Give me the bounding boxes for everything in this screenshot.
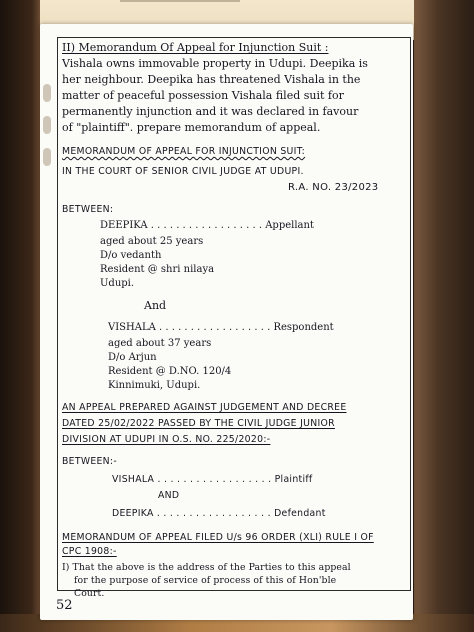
appeal-line: AN APPEAL PREPARED AGAINST JUDGEMENT AND DECREE (62, 402, 347, 413)
notebook-page (40, 24, 413, 620)
page-number: 52 (56, 598, 73, 613)
clause-line: Court. (74, 588, 105, 599)
binding-hole (43, 148, 51, 166)
ra-number: R.A. NO. 23/2023 (288, 182, 379, 193)
memo-filed-line: MEMORANDUM OF APPEAL FILED U/s 96 ORDER (XLI) RULE I OF (62, 532, 374, 543)
appellant-line: DEEPIKA . . . . . . . . . . . . . . . . . . Appellant (100, 220, 314, 231)
memo-title: MEMORANDUM OF APPEAL FOR INJUNCTION SUIT: (62, 146, 306, 157)
memo-filed-line: CPC 1908:- (62, 546, 117, 557)
appellant-detail: aged about 25 years (100, 236, 204, 247)
respondent-line: VISHALA . . . . . . . . . . . . . . . . . . Respondent (108, 322, 334, 333)
defendant-line: DEEPIKA . . . . . . . . . . . . . . . . . . Defendant (112, 508, 326, 519)
binding-hole (43, 84, 51, 102)
between-label-2: BETWEEN:- (62, 456, 118, 467)
appellant-detail: D/o vedanth (100, 250, 162, 261)
background-left (0, 0, 40, 632)
between-label: BETWEEN: (62, 204, 114, 215)
clause-line: I) That the above is the address of the Parties to this appeal (62, 562, 351, 573)
appellant-detail: Resident @ shri nilaya (100, 264, 215, 275)
appeal-line: DATED 25/02/2022 PASSED BY THE CIVIL JUDGE JUNIOR (62, 418, 335, 429)
question-heading: II) Memorandum Of Appeal for Injunction Suit : (62, 41, 329, 54)
background-mark (120, 0, 240, 10)
question-line: of "plaintiff". prepare memorandum of appeal. (62, 121, 321, 134)
plaintiff-line: VISHALA . . . . . . . . . . . . . . . . . . Plaintiff (112, 474, 313, 485)
respondent-detail: D/o Arjun (108, 352, 157, 363)
binding-hole (43, 116, 51, 134)
respondent-detail: Resident @ D.NO. 120/4 (108, 366, 232, 377)
appellant-detail: Udupi. (100, 278, 135, 289)
question-line: Vishala owns immovable property in Udupi. Deepika is (62, 57, 368, 70)
and-label-2: AND (158, 490, 180, 501)
question-line: permanently injunction and it was declared in favour (62, 105, 359, 118)
background-right (414, 0, 474, 632)
appeal-line: DIVISION AT UDUPI IN O.S. NO. 225/2020:- (62, 434, 271, 445)
question-line: matter of peaceful possession Vishala filed suit for (62, 89, 344, 102)
court-line: IN THE COURT OF SENIOR CIVIL JUDGE AT UDUPI. (62, 166, 304, 177)
respondent-detail: Kinnimuki, Udupi. (108, 380, 201, 391)
and-label: And (144, 299, 167, 312)
respondent-detail: aged about 37 years (108, 338, 212, 349)
binding-holes (43, 84, 51, 180)
clause-line: for the purpose of service of process of this of Hon'ble (74, 575, 337, 586)
question-line: her neighbour. Deepika has threatened Vishala in the (62, 73, 361, 86)
